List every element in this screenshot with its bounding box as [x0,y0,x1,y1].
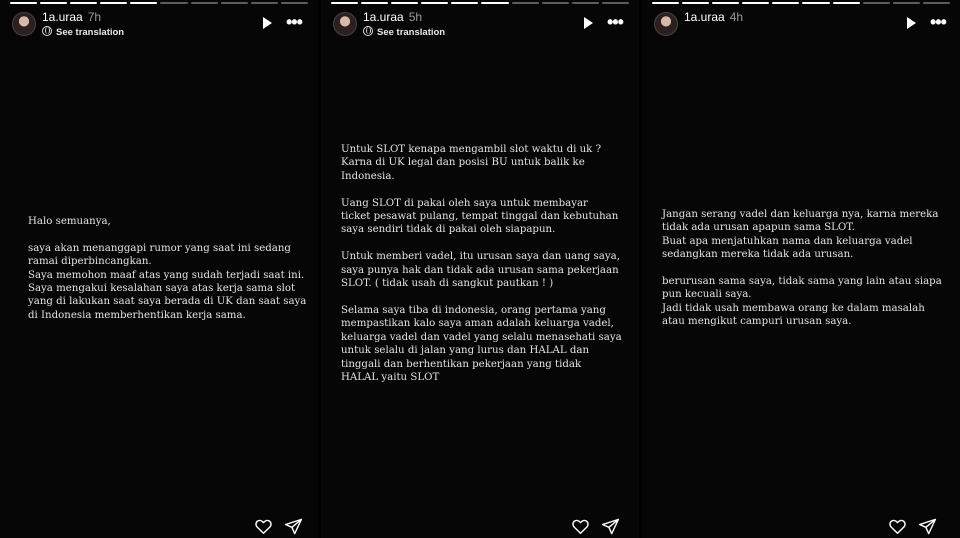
more-options-icon[interactable]: ••• [607,12,623,32]
story-panel-2 [321,0,639,538]
play-icon[interactable] [581,16,595,30]
heart-icon[interactable] [888,517,907,536]
send-icon[interactable] [601,517,620,536]
username-text[interactable]: 1a.uraa [42,10,83,24]
username[interactable] [42,10,101,24]
heart-icon[interactable] [571,517,590,536]
progress-segment [100,2,127,4]
send-icon[interactable] [918,517,937,536]
progress-segment [191,2,218,4]
play-icon[interactable] [260,16,274,30]
progress-segment [10,2,37,4]
progress-segment [361,2,388,4]
progress-segment [802,2,829,4]
progress-segment [923,2,950,4]
progress-segment [281,2,308,4]
progress-segment [221,2,248,4]
progress-segment [652,2,679,4]
see-translation-label: See translation [56,27,125,38]
username[interactable] [363,10,422,24]
progress-segment [251,2,278,4]
progress-segment [160,2,187,4]
post-time: 4h [729,10,744,24]
story-progress-bar [331,2,629,4]
see-translation-button[interactable] [363,26,445,38]
progress-segment [130,2,157,4]
progress-segment [682,2,709,4]
progress-segment [772,2,799,4]
progress-segment [40,2,67,4]
progress-segment [742,2,769,4]
play-icon[interactable] [904,16,918,30]
globe-icon [42,26,52,36]
progress-segment [70,2,97,4]
story-progress-bar [10,2,308,4]
avatar[interactable] [654,12,678,36]
more-options-icon[interactable]: ••• [930,12,946,32]
more-options-icon[interactable]: ••• [286,12,302,32]
avatar[interactable] [333,12,357,36]
progress-segment [893,2,920,4]
progress-segment [481,2,508,4]
progress-segment [572,2,599,4]
progress-segment [833,2,860,4]
heart-icon[interactable] [254,517,273,536]
progress-segment [542,2,569,4]
story-header [12,9,308,41]
username[interactable] [684,10,743,24]
story-header [654,9,950,41]
story-progress-bar [652,2,950,4]
progress-segment [602,2,629,4]
progress-segment [863,2,890,4]
avatar[interactable] [12,12,36,36]
progress-segment [391,2,418,4]
send-icon[interactable] [284,517,303,536]
username-text[interactable]: 1a.uraa [684,10,725,24]
progress-segment [421,2,448,4]
post-time: 5h [408,10,423,24]
story-panel-1 [0,0,318,538]
progress-segment [331,2,358,4]
story-text: Halo semuanya, saya akan menanggapi rumor yang saat ini sedang ramai diperbincangkan. Saya memohon maaf atas yang sudah terjadi saat ini. Saya mengakui kesalahan saya atas kerja sama slot yang di lakukan saat saya berada di UK dan saat saya di Indonesia memberhentikan kerja sama. [28,216,307,321]
story-text: Untuk SLOT kenapa mengambil slot waktu di uk ? Karna di UK legal dan posisi BU untuk balik ke Indonesia. Uang SLOT di pakai oleh saya untuk membayar ticket pesawat pulang, tempat tinggal dan kebutuhan saya sendiri tidak di pakai oleh siapapun. Untuk memberi vadel, itu urusan saya dan uang saya, saya punya hak dan tidak ada urusan sama pekerjaan SLOT. ( tidak usah di sangkut pautkan ! ) Selama saya tiba di indonesia, orang pertama yang mempastikan kalo saya aman adalah keluarga vadel, keluarga vadel dan vadel yang selalu menasehati saya untuk selalu di jalan yang lurus dan HALAL dan tinggali dan berhentikan pekerjaan yang tidak HALAL yaitu SLOT [341,144,622,383]
progress-segment [451,2,478,4]
story-text: Jangan serang vadel dan keluarga nya, karna mereka tidak ada urusan apapun sama SLOT. Buat apa menjatuhkan nama dan keluarga vadel sedangkan mereka tidak ada urusan. berurusan sama saya, tidak sama yang lain atau siapa pun kecuali saya. Jadi tidak usah membawa orang ke dalam masalah atau mengikut campuri urusan saya. [662,209,942,328]
story-header [333,9,629,41]
post-time: 7h [87,10,102,24]
progress-segment [712,2,739,4]
globe-icon [363,26,373,36]
see-translation-label: See translation [377,27,446,38]
username-text[interactable]: 1a.uraa [363,10,404,24]
see-translation-button[interactable] [42,26,124,38]
story-panel-3 [642,0,960,538]
progress-segment [512,2,539,4]
